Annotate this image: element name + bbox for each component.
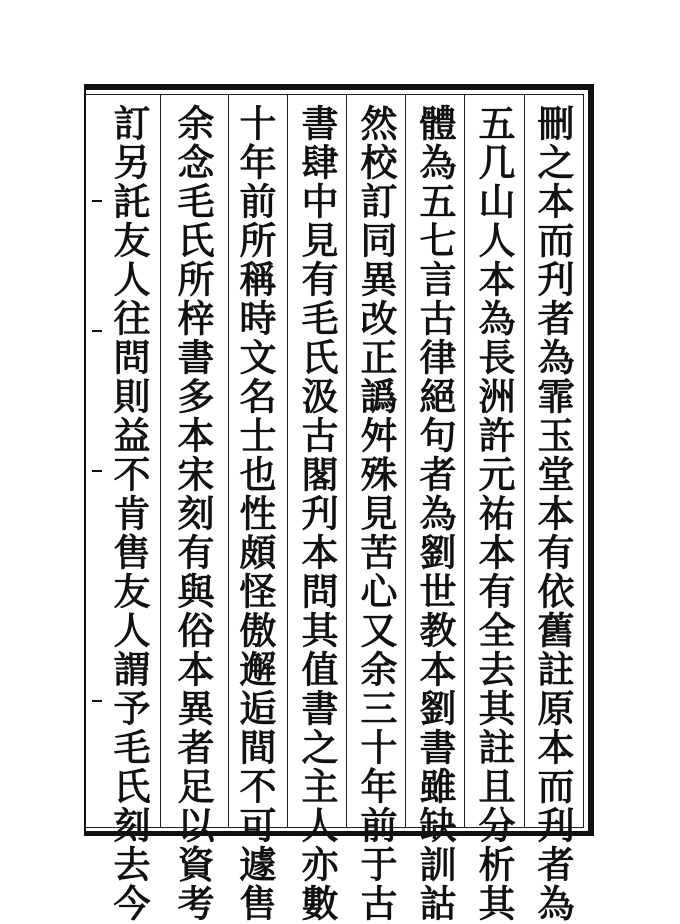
column-rule [160,94,161,828]
column-rule [464,94,465,828]
margin-mark [92,700,102,702]
binding-margin [84,84,94,836]
column-text: 然校訂同異改正譌舛殊見苦心又余三十年前于古 [354,104,398,923]
column-rule [405,94,406,828]
text-column-2 [469,104,519,923]
column-text: 余念毛氏所梓書多本宋刻有與俗本異者足以資考 [171,104,215,923]
column-text: 十年前所稱時文名士也性頗怪傲邂逅間不可遽售 [233,104,277,923]
margin-mark [92,470,102,472]
column-rule [287,94,288,828]
margin-mark [92,330,102,332]
margin-mark [92,200,102,202]
text-column-3 [410,104,460,923]
column-text: 書肆中見有毛氏汲古閣刋本問其值書之主人亦數 [295,104,339,923]
column-text: 體為五七言古律絕句者為劉世教本劉書雖缺訓詁 [413,104,457,923]
column-rule [524,94,525,828]
text-column-7 [168,104,218,923]
text-column-6 [230,104,280,923]
text-column-4 [351,104,401,923]
text-column-8 [104,104,154,923]
column-text: 訂另託友人往問則益不肯售友人謂予毛氏刻去今 [107,104,151,923]
text-column-5 [292,104,342,923]
column-rule [228,94,229,828]
column-text: 刪之本而刋者為霏玉堂本有依舊註原本而刋者為 [531,104,575,923]
text-column-1 [528,104,578,923]
column-text: 五几山人本為長洲許元祐本有全去其註且分析其 [472,104,516,923]
column-rule [346,94,347,828]
